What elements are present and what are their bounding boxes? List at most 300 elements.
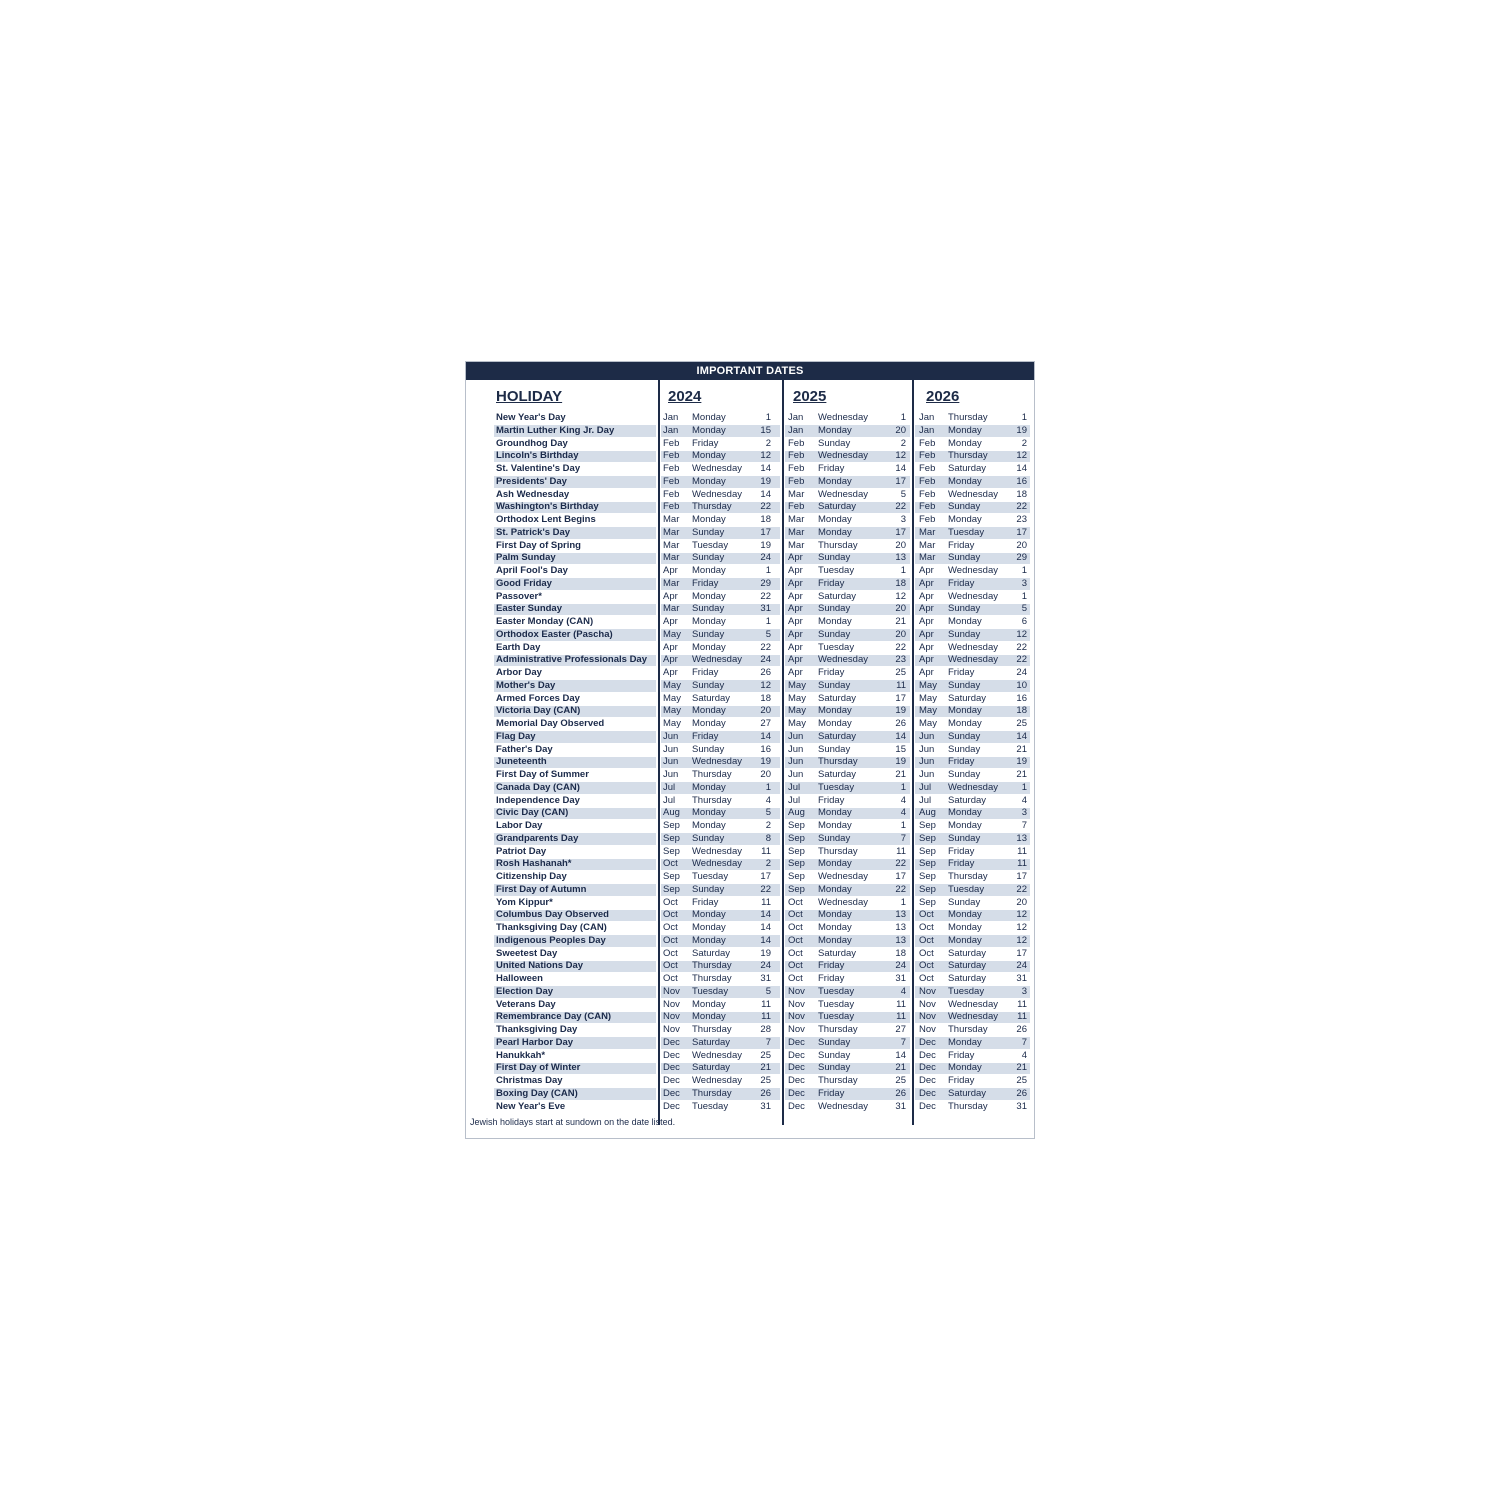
important-dates-card — [465, 361, 1035, 1139]
month: Sep — [919, 896, 936, 908]
weekday: Sunday — [692, 603, 725, 615]
weekday: Saturday — [692, 1062, 731, 1074]
table-row — [466, 1024, 1034, 1037]
day-number: 20 — [760, 705, 771, 717]
month: Apr — [663, 654, 678, 666]
month: Sep — [788, 883, 805, 895]
holiday-name: St. Patrick's Day — [496, 526, 571, 538]
month: Mar — [663, 526, 680, 538]
day-number: 21 — [895, 769, 906, 780]
month: Apr — [919, 577, 934, 589]
day-number: 11 — [896, 679, 906, 691]
month: Aug — [663, 807, 680, 819]
holiday-name: Thanksgiving Day (CAN) — [496, 922, 607, 933]
table-row — [466, 501, 1034, 514]
weekday: Thursday — [692, 1024, 732, 1035]
month: Dec — [919, 1087, 936, 1099]
weekday: Monday — [692, 450, 726, 462]
weekday: Thursday — [818, 1075, 858, 1086]
table-row — [466, 1088, 1034, 1101]
holiday-name: Patriot Day — [496, 845, 547, 857]
month: Jun — [919, 730, 935, 742]
month: Sep — [663, 871, 680, 882]
weekday: Monday — [818, 424, 852, 436]
month: Oct — [788, 934, 803, 946]
day-number: 25 — [895, 667, 906, 678]
weekday: Sunday — [818, 1049, 851, 1061]
month: Apr — [788, 577, 803, 589]
weekday: Friday — [818, 667, 845, 678]
holiday-name: Mother's Day — [496, 679, 556, 691]
day-number: 24 — [1016, 960, 1027, 972]
month: Dec — [663, 1100, 680, 1112]
weekday: Wednesday — [818, 412, 868, 423]
day-number: 16 — [1016, 475, 1027, 487]
holiday-name: Father's Day — [496, 743, 553, 755]
holiday-name: United Nations Day — [496, 960, 584, 972]
day-number: 11 — [761, 896, 771, 908]
day-number: 22 — [1016, 883, 1027, 895]
day-number: 24 — [1016, 667, 1027, 678]
weekday: Monday — [948, 475, 982, 487]
table-row — [466, 858, 1034, 871]
month: Apr — [663, 667, 678, 678]
month: Dec — [788, 1100, 805, 1112]
day-number: 12 — [895, 590, 906, 602]
month: Apr — [919, 590, 934, 602]
table-row — [466, 960, 1034, 973]
weekday: Thursday — [692, 960, 732, 972]
day-number: 26 — [1016, 1024, 1027, 1035]
month: Sep — [919, 871, 936, 882]
month: Feb — [919, 437, 936, 449]
day-number: 12 — [1016, 450, 1027, 462]
month: Apr — [919, 603, 934, 615]
month: Jan — [788, 412, 804, 423]
weekday: Friday — [818, 960, 845, 972]
weekday: Sunday — [948, 743, 981, 755]
month: Oct — [663, 934, 678, 946]
day-number: 17 — [1016, 947, 1027, 959]
day-number: 18 — [1016, 705, 1027, 717]
day-number: 12 — [760, 679, 771, 691]
day-number: 22 — [895, 641, 906, 653]
day-number: 11 — [1017, 858, 1027, 870]
weekday: Friday — [948, 577, 975, 589]
weekday: Tuesday — [948, 985, 985, 997]
month: Apr — [919, 654, 934, 666]
holiday-name: Boxing Day (CAN) — [496, 1087, 578, 1099]
day-number: 27 — [895, 1024, 906, 1035]
weekday: Tuesday — [692, 539, 729, 551]
day-number: 23 — [895, 654, 906, 666]
day-number: 8 — [765, 832, 771, 844]
table-row — [466, 680, 1034, 693]
weekday: Wednesday — [948, 654, 998, 666]
month: Oct — [663, 947, 678, 959]
holiday-name: Groundhog Day — [496, 437, 568, 449]
weekday: Sunday — [948, 730, 981, 742]
day-number: 1 — [900, 896, 906, 908]
table-row — [466, 642, 1034, 655]
holiday-name: First Day of Winter — [496, 1062, 581, 1074]
weekday: Tuesday — [948, 883, 985, 895]
month: May — [919, 679, 937, 691]
day-number: 18 — [760, 514, 771, 525]
table-row — [466, 527, 1034, 540]
weekday: Monday — [948, 514, 982, 525]
holiday-name: Armed Forces Day — [496, 692, 580, 704]
day-number: 20 — [895, 603, 906, 615]
day-number: 21 — [895, 1062, 906, 1074]
day-number: 15 — [895, 743, 906, 755]
weekday: Wednesday — [692, 654, 742, 666]
weekday: Thursday — [818, 756, 858, 768]
weekday: Wednesday — [948, 488, 998, 500]
weekday: Wednesday — [692, 845, 742, 857]
day-number: 22 — [1016, 641, 1027, 653]
day-number: 17 — [895, 692, 906, 704]
weekday: Thursday — [818, 539, 858, 551]
weekday: Sunday — [692, 628, 725, 640]
table-row — [466, 693, 1034, 706]
weekday: Monday — [692, 616, 726, 627]
weekday: Sunday — [692, 679, 725, 691]
weekday: Monday — [692, 475, 726, 487]
day-number: 17 — [760, 526, 771, 538]
month: Jun — [788, 730, 804, 742]
weekday: Monday — [948, 909, 982, 921]
weekday: Monday — [692, 998, 726, 1010]
weekday: Saturday — [948, 692, 987, 704]
weekday: Sunday — [948, 679, 981, 691]
month: Feb — [663, 475, 680, 487]
month: Jan — [663, 424, 679, 436]
day-number: 14 — [760, 463, 771, 474]
day-number: 12 — [1016, 922, 1027, 933]
day-number: 26 — [760, 1087, 771, 1099]
day-number: 19 — [1016, 756, 1027, 768]
table-row — [466, 1101, 1034, 1114]
day-number: 19 — [895, 756, 906, 768]
month: Apr — [919, 667, 934, 678]
month: Feb — [663, 463, 680, 474]
day-number: 13 — [1016, 832, 1027, 844]
table-row — [466, 654, 1034, 667]
table-row — [466, 897, 1034, 910]
table-row — [466, 489, 1034, 502]
month: Dec — [919, 1062, 936, 1074]
day-number: 21 — [1016, 769, 1027, 780]
weekday: Wednesday — [948, 565, 998, 576]
day-number: 1 — [900, 781, 906, 793]
month: Jun — [663, 743, 679, 755]
table-row — [466, 795, 1034, 808]
day-number: 22 — [760, 883, 771, 895]
day-number: 2 — [900, 437, 906, 449]
month: Feb — [788, 475, 805, 487]
weekday: Wednesday — [692, 1049, 742, 1061]
day-number: 20 — [895, 424, 906, 436]
holiday-name: Columbus Day Observed — [496, 909, 609, 921]
day-number: 7 — [1021, 820, 1027, 831]
weekday: Monday — [692, 909, 726, 921]
day-number: 27 — [760, 718, 771, 729]
weekday: Monday — [692, 781, 726, 793]
day-number: 19 — [760, 539, 771, 551]
month: Feb — [788, 501, 805, 513]
month: Jan — [663, 412, 679, 423]
table-row — [466, 476, 1034, 489]
holiday-name: First Day of Summer — [496, 769, 589, 780]
day-number: 17 — [760, 871, 771, 882]
day-number: 3 — [1021, 985, 1027, 997]
month: Mar — [788, 514, 805, 525]
day-number: 22 — [895, 501, 906, 513]
weekday: Monday — [818, 475, 852, 487]
card-title: IMPORTANT DATES — [466, 362, 1034, 380]
day-number: 19 — [895, 705, 906, 717]
table-row — [466, 450, 1034, 463]
day-number: 1 — [765, 412, 771, 423]
holiday-name: Yom Kippur* — [496, 896, 553, 908]
month: Jun — [788, 756, 804, 768]
day-number: 31 — [895, 973, 906, 984]
holiday-name: Christmas Day — [496, 1075, 563, 1086]
day-number: 19 — [1016, 424, 1027, 436]
month: Oct — [663, 858, 678, 870]
day-number: 4 — [1021, 1049, 1027, 1061]
holiday-name: Memorial Day Observed — [496, 718, 605, 729]
weekday: Sunday — [948, 552, 981, 564]
table-row — [466, 425, 1034, 438]
month: Oct — [919, 934, 934, 946]
month: Oct — [919, 973, 934, 984]
month: Oct — [919, 947, 934, 959]
month: Dec — [663, 1049, 680, 1061]
month: Apr — [663, 590, 678, 602]
day-number: 13 — [895, 934, 906, 946]
table-row — [466, 884, 1034, 897]
month: Sep — [663, 820, 680, 831]
weekday: Wednesday — [692, 1075, 742, 1086]
table-row — [466, 667, 1034, 680]
holiday-name: Ash Wednesday — [496, 488, 570, 500]
month: Feb — [663, 450, 680, 462]
table-row — [466, 1062, 1034, 1075]
month: Sep — [788, 858, 805, 870]
day-number: 31 — [1016, 973, 1027, 984]
weekday: Wednesday — [818, 450, 868, 462]
month: Dec — [788, 1036, 805, 1048]
table-row — [466, 820, 1034, 833]
table-row — [466, 731, 1034, 744]
day-number: 1 — [1021, 412, 1027, 423]
month: Sep — [919, 832, 936, 844]
weekday: Sunday — [818, 832, 851, 844]
holiday-name: Arbor Day — [496, 667, 542, 678]
weekday: Wednesday — [818, 654, 868, 666]
weekday: Monday — [818, 922, 852, 933]
weekday: Monday — [948, 807, 982, 819]
day-number: 26 — [1016, 1087, 1027, 1099]
month: Mar — [788, 526, 805, 538]
holiday-name: Orthodox Easter (Pascha) — [496, 628, 613, 640]
day-number: 25 — [1016, 718, 1027, 729]
month: Oct — [663, 922, 678, 933]
month: Feb — [788, 437, 805, 449]
day-number: 4 — [900, 807, 906, 819]
holiday-name: Pearl Harbor Day — [496, 1036, 574, 1048]
month: Nov — [663, 1011, 680, 1023]
weekday: Monday — [818, 858, 852, 870]
weekday: Sunday — [948, 501, 981, 513]
month: Oct — [663, 973, 678, 984]
holiday-name: April Fool's Day — [496, 565, 568, 576]
weekday: Tuesday — [818, 1011, 855, 1023]
month: Sep — [919, 883, 936, 895]
day-number: 1 — [900, 412, 906, 423]
table-row — [466, 1075, 1034, 1088]
day-number: 18 — [1016, 488, 1027, 500]
day-number: 20 — [895, 628, 906, 640]
table-row — [466, 973, 1034, 986]
weekday: Thursday — [948, 1024, 988, 1035]
weekday: Saturday — [818, 947, 857, 959]
month: Nov — [919, 1024, 936, 1035]
month: Feb — [919, 501, 936, 513]
month: Feb — [663, 437, 680, 449]
month: Jun — [788, 769, 804, 780]
month: Apr — [788, 654, 803, 666]
day-number: 1 — [1021, 590, 1027, 602]
weekday: Monday — [948, 934, 982, 946]
year-header-2024: 2024 — [668, 388, 702, 405]
weekday: Saturday — [818, 692, 857, 704]
day-number: 19 — [760, 475, 771, 487]
day-number: 1 — [765, 781, 771, 793]
weekday: Friday — [692, 577, 719, 589]
month: Jun — [663, 769, 679, 780]
table-row — [466, 948, 1034, 961]
month: May — [788, 718, 806, 729]
weekday: Sunday — [818, 1062, 851, 1074]
month: Oct — [788, 909, 803, 921]
weekday: Monday — [692, 565, 726, 576]
month: Dec — [663, 1062, 680, 1074]
weekday: Wednesday — [818, 896, 868, 908]
weekday: Sunday — [948, 628, 981, 640]
weekday: Monday — [692, 934, 726, 946]
weekday: Wednesday — [818, 1100, 868, 1112]
month: Apr — [788, 552, 803, 564]
table-row — [466, 540, 1034, 553]
day-number: 4 — [765, 794, 771, 806]
day-number: 14 — [760, 934, 771, 946]
month: Apr — [663, 641, 678, 653]
month: May — [919, 718, 937, 729]
holiday-name: Administrative Professionals Day — [496, 654, 647, 666]
day-number: 1 — [900, 565, 906, 576]
month: Sep — [663, 832, 680, 844]
day-number: 24 — [760, 654, 771, 666]
weekday: Friday — [948, 539, 975, 551]
month: Oct — [788, 922, 803, 933]
month: May — [663, 679, 681, 691]
month: Jan — [919, 412, 935, 423]
month: Mar — [663, 577, 680, 589]
day-number: 11 — [1017, 845, 1027, 857]
table-row — [466, 935, 1034, 948]
table-row — [466, 565, 1034, 578]
weekday: Monday — [818, 883, 852, 895]
day-number: 4 — [900, 985, 906, 997]
day-number: 11 — [896, 998, 906, 1010]
day-number: 1 — [765, 565, 771, 576]
day-number: 7 — [1021, 1036, 1027, 1048]
month: Apr — [788, 628, 803, 640]
weekday: Monday — [692, 922, 726, 933]
table-row — [466, 922, 1034, 935]
day-number: 19 — [760, 947, 771, 959]
day-number: 17 — [1016, 526, 1027, 538]
weekday: Wednesday — [948, 1011, 998, 1023]
day-number: 24 — [760, 960, 771, 972]
holiday-name: Presidents' Day — [496, 475, 567, 487]
weekday: Sunday — [948, 832, 981, 844]
weekday: Tuesday — [692, 985, 729, 997]
day-number: 1 — [1021, 781, 1027, 793]
weekday: Monday — [692, 705, 726, 717]
table-row — [466, 412, 1034, 425]
day-number: 6 — [1021, 616, 1027, 627]
day-number: 5 — [900, 488, 906, 500]
month: Oct — [788, 973, 803, 984]
weekday: Sunday — [818, 552, 851, 564]
month: Mar — [663, 539, 680, 551]
month: Nov — [663, 998, 680, 1010]
weekday: Saturday — [692, 947, 731, 959]
month: Apr — [788, 641, 803, 653]
month: Oct — [788, 947, 803, 959]
month: Sep — [919, 845, 936, 857]
month: Nov — [788, 998, 805, 1010]
month: Aug — [788, 807, 805, 819]
table-row — [466, 909, 1034, 922]
month: Jul — [663, 794, 676, 806]
day-number: 3 — [1021, 807, 1027, 819]
month: Feb — [919, 488, 936, 500]
month: Feb — [663, 501, 680, 513]
weekday: Tuesday — [818, 998, 855, 1010]
day-number: 12 — [895, 450, 906, 462]
day-number: 16 — [1016, 692, 1027, 704]
holiday-name: Civic Day (CAN) — [496, 807, 569, 819]
day-number: 5 — [765, 807, 771, 819]
month: Jul — [788, 781, 801, 793]
weekday: Sunday — [692, 526, 725, 538]
month: Feb — [788, 450, 805, 462]
table-row — [466, 718, 1034, 731]
weekday: Monday — [818, 807, 852, 819]
table-row — [466, 438, 1034, 451]
month: Nov — [788, 1011, 805, 1023]
weekday: Tuesday — [818, 985, 855, 997]
month: Feb — [663, 488, 680, 500]
day-number: 7 — [765, 1036, 771, 1048]
holiday-name: Hanukkah* — [496, 1049, 546, 1061]
weekday: Monday — [818, 909, 852, 921]
